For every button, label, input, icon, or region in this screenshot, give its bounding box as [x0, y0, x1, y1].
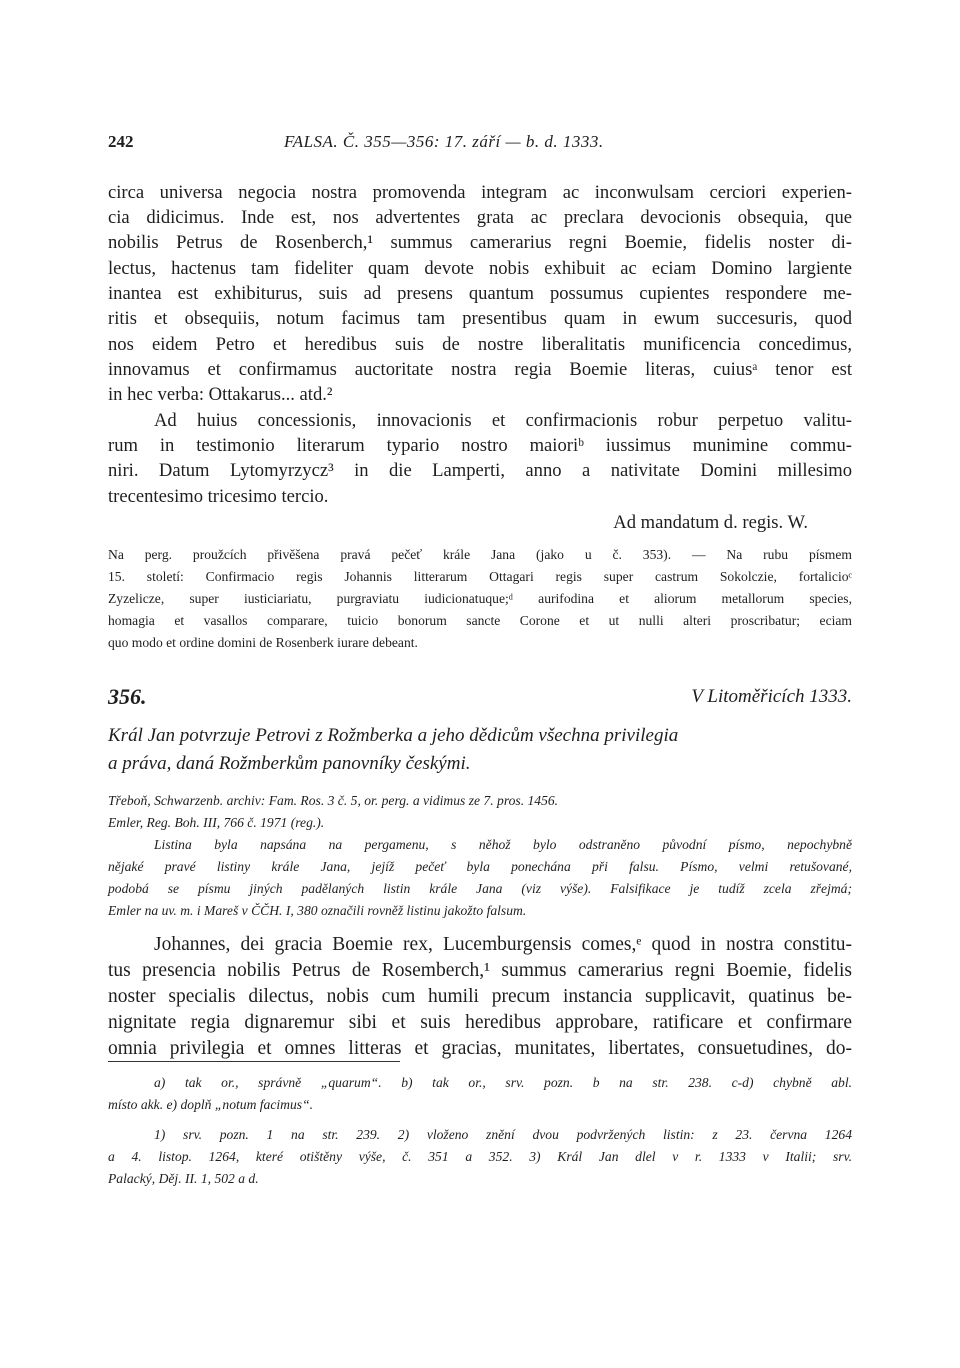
source-line: Emler, Reg. Boh. III, 766 č. 1971 (reg.). [108, 815, 325, 830]
commentary-line: Emler na uv. m. i Mareš v ČČH. I, 380 označili rovněž listinu jakožto falsum. [108, 903, 527, 918]
body-line: noster specialis dilectus, nobis cum humili precum instancia supplicavit, quatinus be- [108, 986, 852, 1007]
mandate-line: Ad mandatum d. regis. W. [613, 512, 808, 533]
footnote-line: Palacký, Děj. II. 1, 502 a d. [108, 1171, 259, 1186]
body-line: tus presencia nobilis Petrus de Rosemberch,¹ summus camerarius regni Boemie, fidelis [108, 960, 852, 981]
body-line: lectus, hactenus tam fideliter quam devote nobis exhibuit ac eciam Domino largiente [108, 258, 852, 279]
body-line: cia didicimus. Inde est, nos advertentes grata ac preclara devocionis obsequia, que [108, 207, 852, 228]
body-line: ritis et obsequiis, notum facimus tam presentibus quam in ewum succesuris, quod [108, 308, 852, 329]
archival-note-line: quo modo et ordine domini de Rosenberk iurare debeant. [108, 635, 418, 650]
source-line: Třeboň, Schwarzenb. archiv: Fam. Ros. 3 č. 5, or. perg. a vidimus ze 7. pros. 1456. [108, 793, 559, 808]
footnote-line: 1) srv. pozn. 1 na str. 239. 2) vloženo znění dvou podvržených listin: z 23. června 1264 [154, 1127, 852, 1142]
archival-note-line: homagia et vasallos comparare, tuicio bonorum sancte Corone et ut nulli alteri proscribatur; eciam [108, 613, 852, 628]
body-line: circa universa negocia nostra promovenda integram ac inconwulsam cerciori experien- [108, 182, 852, 203]
body-line: innovamus et confirmamus auctoritate nostra regia Boemie literas, cuiusᵃ tenor est [108, 359, 852, 380]
critical-footnote-line: a) tak or., správně „quarum“. b) tak or., srv. pozn. b na str. 238. c-d) chybně abl. [154, 1075, 852, 1090]
body-line: nignitate regia dignaremur sibi et suis heredibus approbare, ratificare et confirmare [108, 1012, 852, 1033]
archival-note-line: Na perg. proužcích přivěšena pravá pečeť krále Jana (jako u č. 353). — Na rubu písmem [108, 547, 852, 562]
footnote-divider [108, 1061, 400, 1062]
place-date: V Litoměřicích 1333. [691, 686, 852, 707]
body-line: Ad huius concessionis, innovacionis et confirmacionis robur perpetuo valitu- [154, 410, 852, 431]
document-number: 356. [108, 684, 147, 709]
commentary-line: podobá se písmu jiných padělaných listin krále Jana (viz výše). Falsifikace je tudíž zcela zřejmá; [108, 881, 852, 896]
regest-line: a práva, daná Rožmberkům panovníky českými. [108, 753, 471, 774]
body-line: rum in testimonio literarum typario nostro maioriᵇ iussimus munimine commu- [108, 435, 852, 456]
body-line: inantea est exhibiturus, suis ad presens quantum possumus cupientes respondere me- [108, 283, 852, 304]
body-line: niri. Datum Lytomyrzycz³ in die Lamperti, anno a nativitate Domini millesimo [108, 460, 852, 481]
body-line: in hec verba: Ottakarus... atd.² [108, 384, 333, 405]
body-line: nos eidem Petro et heredibus suis de nostre liberalitatis munificencia concedimus, [108, 334, 852, 355]
running-title: FALSA. Č. 355—356: 17. září — b. d. 1333. [284, 132, 604, 151]
body-line: nobilis Petrus de Rosenberch,¹ summus camerarius regni Boemie, fidelis noster di- [108, 232, 852, 253]
commentary-line: Listina byla napsána na pergamenu, s něhož bylo odstraněno původní písmo, nepochybně [154, 837, 852, 852]
archival-note-line: 15. století: Confirmacio regis Johannis litterarum Ottagari regis super castrum Sokolczie, fortalicioᶜ [108, 569, 852, 584]
body-line: Johannes, dei gracia Boemie rex, Lucemburgensis comes,ᵉ quod in nostra constitu- [154, 934, 852, 955]
critical-footnote-line: místo akk. e) doplň „notum facimus“. [108, 1097, 314, 1112]
regest-line: Král Jan potvrzuje Petrovi z Rožmberka a jeho dědicům všechna privilegia [108, 725, 679, 746]
footnote-line: a 4. listop. 1264, které otištěny výše, č. 351 a 352. 3) Král Jan dlel v r. 1333 v Italii; srv. [108, 1149, 852, 1164]
archival-note-line: Zyzelicze, super iusticiariatu, purgraviatu iudicionatuque;ᵈ aurifodina et aliorum metallorum species, [108, 591, 852, 606]
page-number: 242 [108, 132, 134, 151]
commentary-line: nějaké pravé listiny krále Jana, jejíž pečeť byla ponechána při falsu. Písmo, velmi retušované, [108, 859, 852, 874]
body-line: trecentesimo tricesimo tercio. [108, 486, 329, 507]
body-line: omnia privilegia et omnes litteras et gracias, munitates, libertates, consuetudines, do- [108, 1038, 852, 1059]
